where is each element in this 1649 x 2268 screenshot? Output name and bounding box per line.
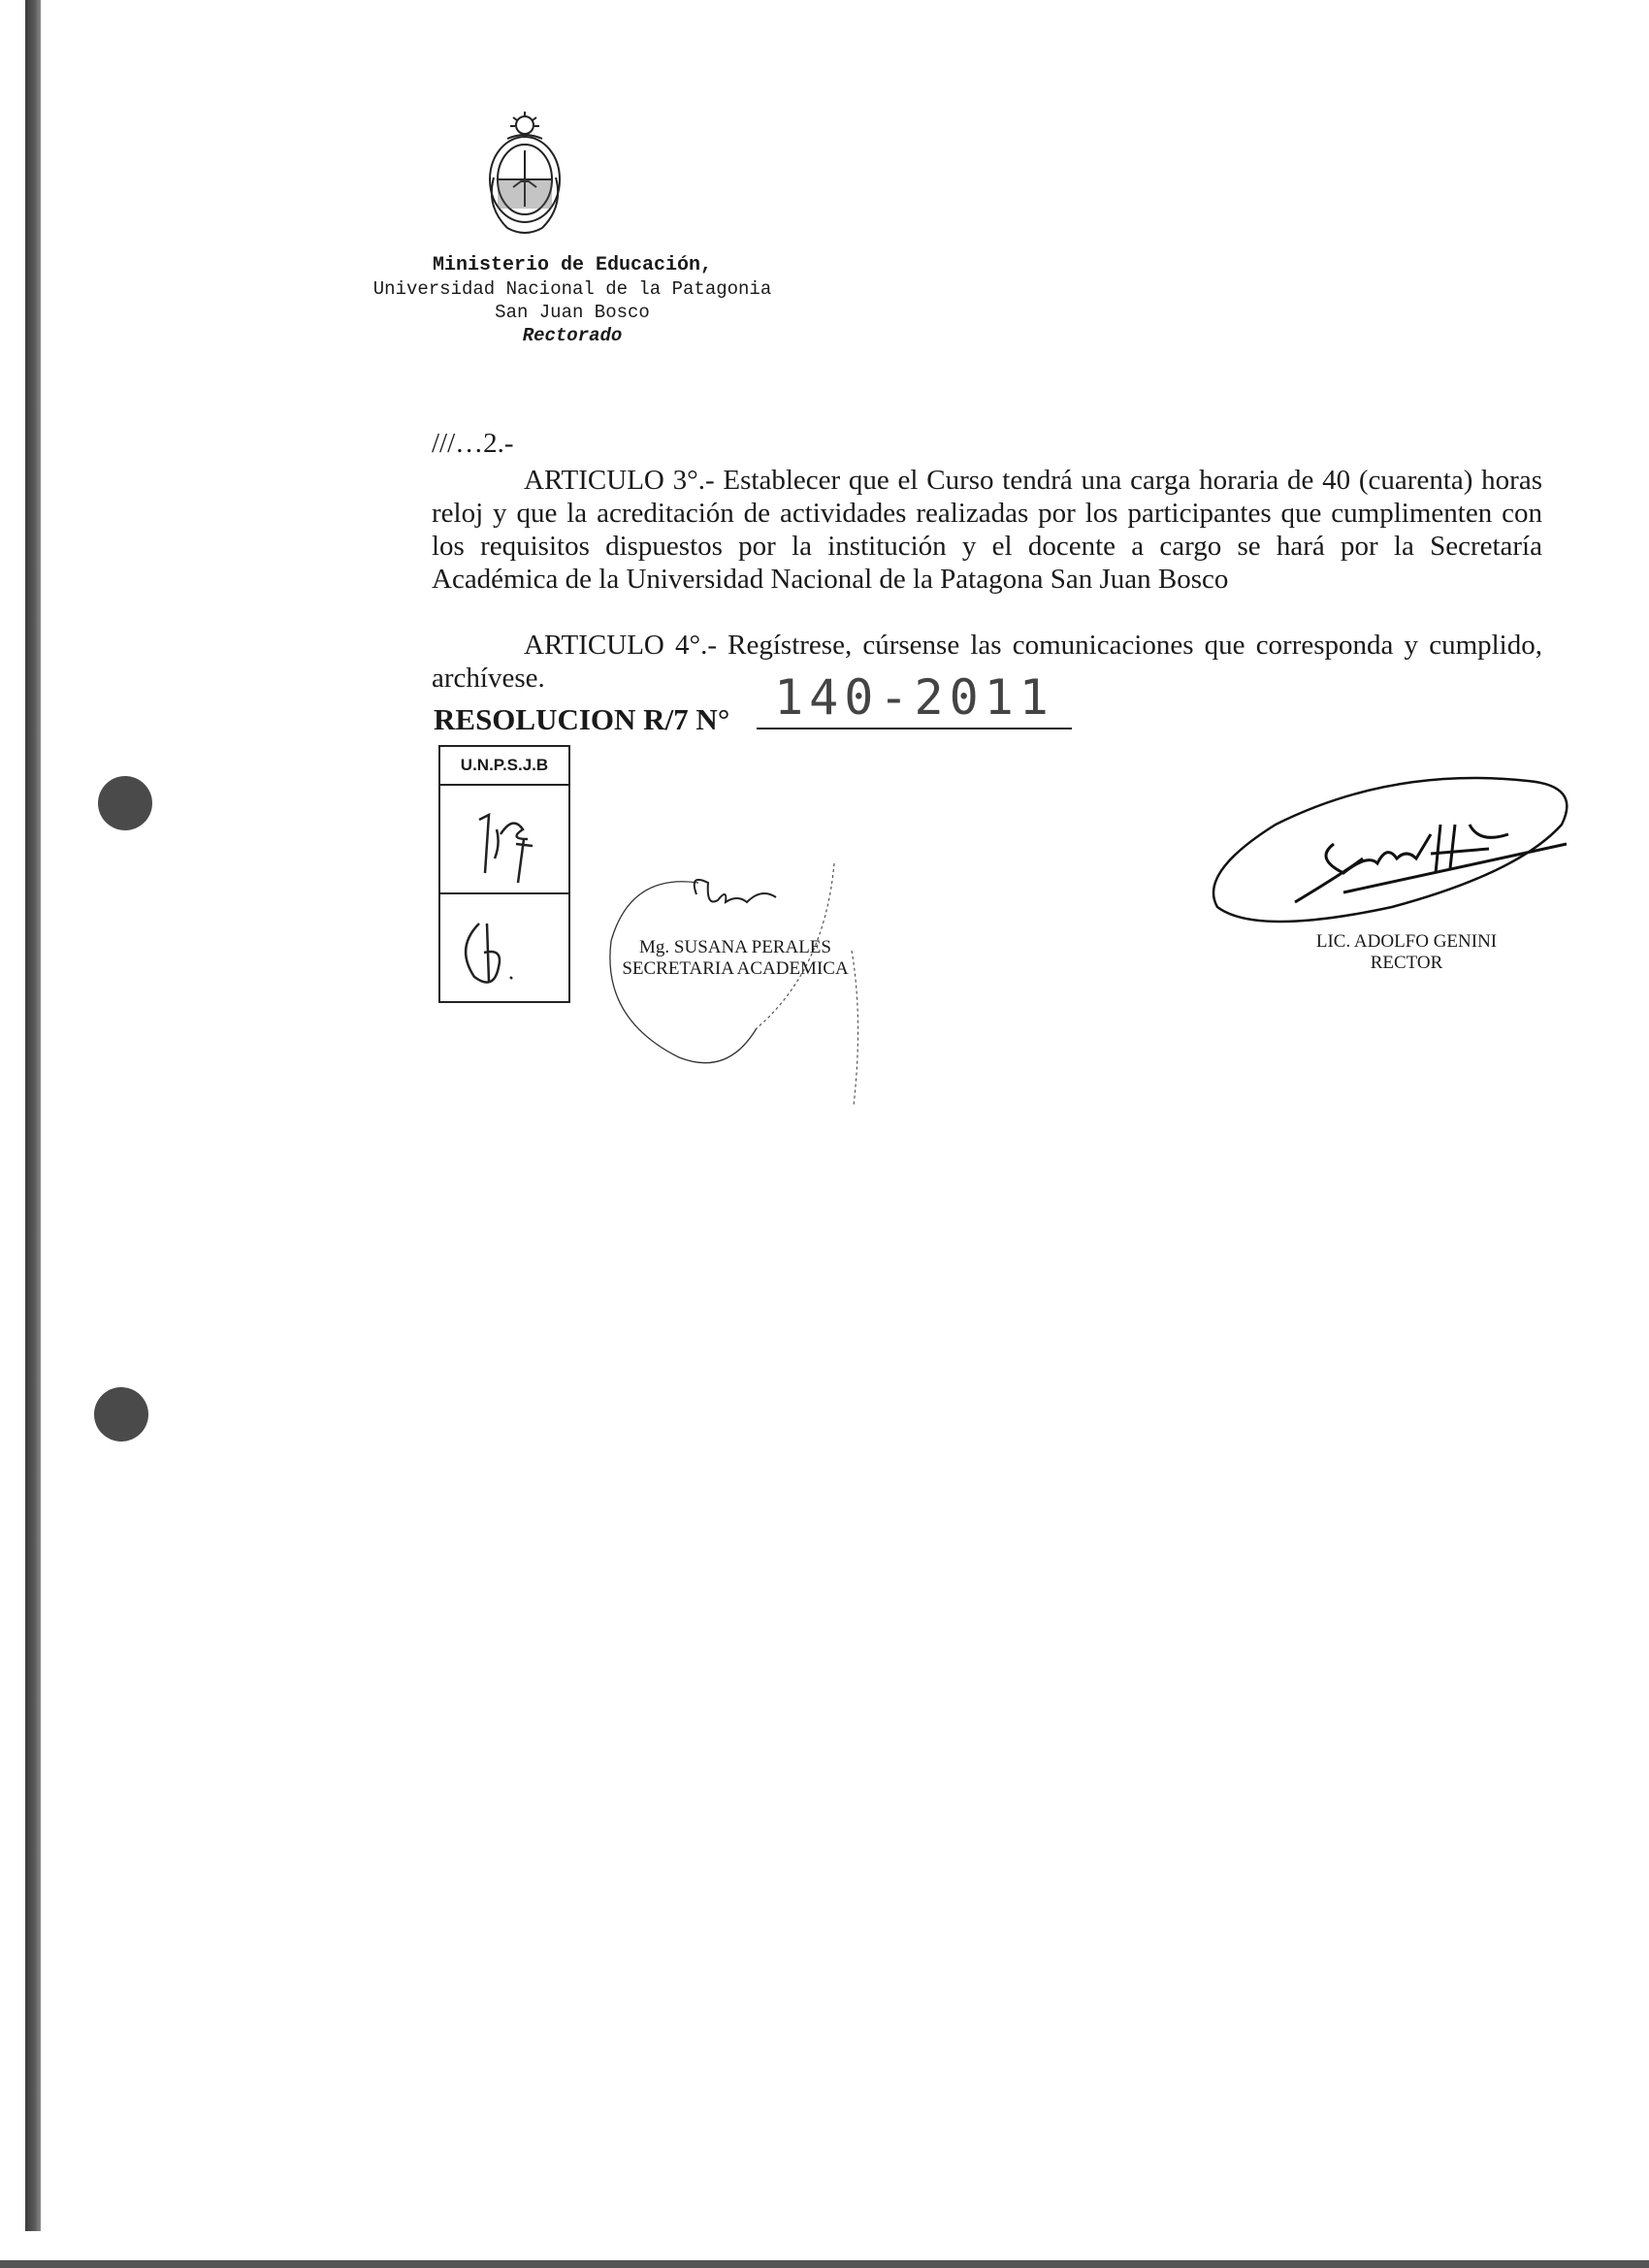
signature-rector — [1198, 766, 1576, 941]
argentine-coat-of-arms-icon — [478, 110, 571, 242]
initials-cell-1 — [440, 786, 568, 894]
article-3: ARTICULO 3°.- Establecer que el Curso tendrá una carga horaria de 40 (cuarenta) horas reloj y que la acreditación de actividades realizadas por los participantes que cumplimenten con los requisitos dispuestos por la institución y el docente a cargo se hará por la Secretaría Académica de la Universidad Nacional de la Patagona San Juan Bosco — [432, 465, 1542, 595]
punch-hole-top — [98, 776, 152, 830]
punch-hole-bottom — [94, 1387, 148, 1442]
article-4: ARTICULO 4°.- Regístrese, cúrsense las comunicaciones que corresponda y cumplido, archívese. — [432, 630, 1542, 694]
rector-title: RECTOR — [1370, 953, 1443, 973]
resolution-label: RESOLUCION R/7 N° — [434, 702, 730, 736]
scan-binding-edge — [25, 0, 41, 2231]
letterhead-university-name: San Juan Bosco — [495, 302, 650, 323]
signature-caption-rector — [1261, 931, 1552, 974]
initials-cell-2 — [440, 894, 568, 1001]
letterhead-office: Rectorado — [522, 325, 623, 346]
initials-box — [438, 745, 570, 1003]
secretaria-title: SECRETARIA ACADEMICA — [622, 958, 849, 979]
letterhead — [330, 254, 815, 347]
rector-name: LIC. ADOLFO GENINI — [1315, 931, 1498, 952]
initials-box-header: U.N.P.S.J.B — [440, 747, 568, 786]
resolution-number-stamp: 140-2011 — [757, 669, 1072, 729]
handwritten-initials-1 — [440, 786, 566, 892]
page-continuation-marker: ///…2.- — [432, 428, 514, 459]
letterhead-ministry: Ministerio de Educación, — [432, 254, 713, 276]
document-body — [432, 427, 1542, 695]
signature-secretaria — [592, 854, 883, 1106]
secretaria-name: Mg. SUSANA PERALES — [639, 937, 831, 957]
signature-caption-secretaria — [599, 937, 871, 980]
handwritten-initials-2 — [440, 894, 566, 1001]
letterhead-university: Universidad Nacional de la Patagonia — [372, 278, 772, 300]
scan-bottom-edge — [0, 2260, 1649, 2268]
